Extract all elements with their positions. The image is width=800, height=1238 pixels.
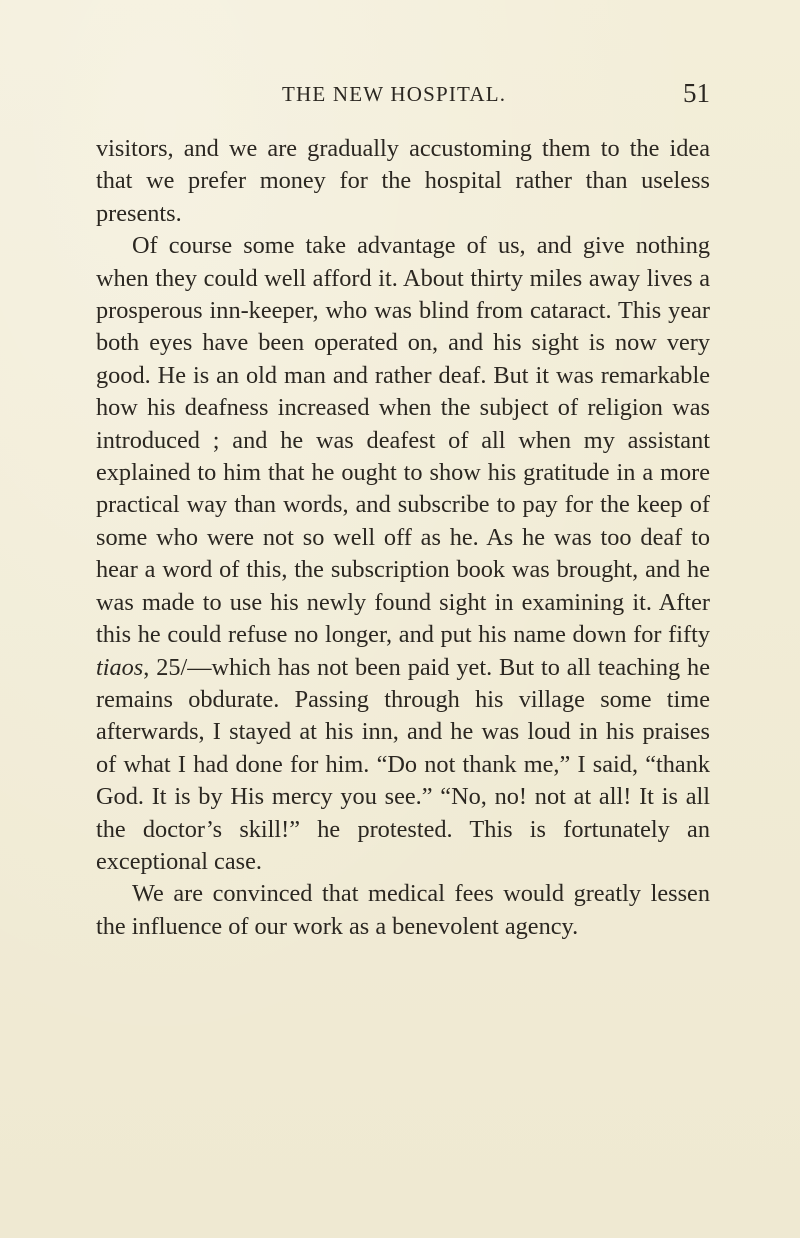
paragraph-1: visitors, and we are gradually accustoming them to the idea that we prefer money for the hospital rather than useless presents. [96, 135, 710, 227]
paragraph-3: We are convinced that medical fees would greatly lessen the influence of our work as a benevolent agency. [96, 880, 710, 940]
paragraph-2: Of course some take advantage of us, and give nothing when they could well afford it. About thirty miles away lives a prosperous inn-keeper, who was blind from cataract. This year both eyes have been operated on, and his sight is now very good. He is an old man and rather deaf. But it was remarkable how his deafness increased when the subject of religion was introduced ; and he was deafest of all when my assistant explained to him that he ought to show his gratitude in a more practical way than words, and subscribe to pay for the keep of some who were not so well off as he. As he was too deaf to hear a word of this, the subscription book was brought, and he was made to use his newly found sight in examining it. After this he could refuse no longer, and put his name down for fifty tiaos, 25/—which has not been paid yet. But to all teaching he remains obdurate. Passing through his village some time afterwards, I stayed at his inn, and he was loud in his praises of what I had done for him. “Do not thank me,” I said, “thank God. It is by His mercy you see.” “No, no! not at all! It is all the doctor’s skill!” he protested. This is fortunately an exceptional case. [96, 232, 710, 875]
page-header [90, 78, 710, 112]
running-title: THE NEW HOSPITAL. [282, 82, 507, 106]
body-text [96, 133, 710, 943]
italic-term: tiaos [96, 653, 144, 681]
page-number: 51 [683, 78, 710, 108]
